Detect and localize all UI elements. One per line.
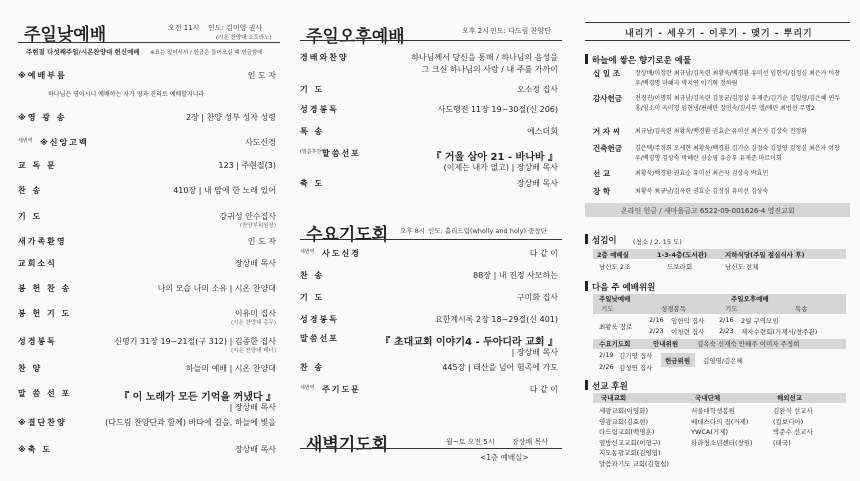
mission-item: 박준수 선교사 bbox=[773, 428, 813, 436]
order-label: 말씀선포 bbox=[300, 334, 339, 343]
order-value: 사도행전 11장 19~30절(신 206) bbox=[437, 105, 558, 114]
wednesday-leader: 인도: 홀리드림(wholly and holy) 중창단 bbox=[428, 227, 547, 235]
order-value: 강귀성 안수집사 bbox=[219, 212, 276, 221]
order-value: 그 크신 하나님의 사랑 / 내 주를 가까이 bbox=[421, 65, 558, 74]
motto: 내리기 - 세우기 - 이루기 - 맺기 - 뿌리기 bbox=[625, 29, 813, 39]
order-label: 주기도문 bbox=[322, 385, 361, 394]
wednesday-title: 수요기도회 bbox=[306, 225, 389, 245]
dawn-time: 월~토 오전 5시 bbox=[446, 438, 495, 446]
order-value: 인 도 자 bbox=[247, 71, 276, 80]
afternoon-service bbox=[300, 0, 562, 481]
section-bar bbox=[585, 234, 588, 244]
next-subhead: 기도 bbox=[601, 305, 614, 313]
next-head-bg bbox=[593, 294, 846, 314]
title-rule bbox=[300, 40, 562, 41]
offering-label: 감사헌금 bbox=[593, 94, 622, 103]
mission-head: 국내교회 bbox=[601, 394, 627, 402]
mission-item: (킬보디아) bbox=[773, 417, 804, 426]
order-label: ※예배부름 bbox=[18, 71, 67, 80]
serve-cell: 드보라회 bbox=[667, 263, 693, 271]
wed-head: 안내위원 bbox=[653, 340, 679, 348]
morning-note2: ※표는 일어서서 / 헌금은 들어오실 때 헌금함에 bbox=[150, 50, 263, 56]
dawn-location: <1층 예배실> bbox=[480, 453, 529, 462]
next-cell: 2/16 bbox=[649, 316, 664, 324]
offering-guide: 김영명/김은혜 bbox=[703, 357, 743, 365]
order-label: 교회소식 bbox=[18, 259, 57, 268]
order-sub: (시온 찬양대 테너) bbox=[231, 348, 276, 354]
morning-leader-sub: (시온 찬양대 소프라노) bbox=[216, 35, 272, 41]
offering-names: 김은택/주정희 오세현 최황욱/백경환 김기순 김정숙 김일영 김정심 최은자 이창우/백경명 김상숙 박혜란 심승영 유승우 유재준 마르이회 bbox=[635, 145, 840, 162]
next-title: 다음 주 예배위원 bbox=[592, 283, 656, 293]
order-value: (다드림 찬양단과 함께) 바다에 길을, 하늘에 빛을 bbox=[105, 418, 276, 427]
order-label: 교 독 문 bbox=[18, 161, 57, 170]
order-value: 하늘의 예배 | 시온 찬양대 bbox=[185, 364, 276, 373]
sermon-title: 『 거울 삼아 21 - 바나바 』 bbox=[431, 152, 558, 163]
wednesday-time: 오후 8시 bbox=[400, 227, 426, 235]
order-value: 인 도 자 bbox=[247, 237, 276, 246]
sermon-preacher: | 장상배 목사 bbox=[511, 348, 558, 357]
mission-item: 서울대학생봉원 bbox=[691, 407, 735, 415]
order-label: 찬 송 bbox=[300, 363, 325, 372]
mission-item: 다드림교회(백명훈) bbox=[599, 428, 655, 436]
serve-cell: 남신도 2조 bbox=[599, 263, 631, 271]
mission-item: 지도동광교회(김영엽) bbox=[599, 449, 661, 457]
mission-item: 세광교회(이영화) bbox=[599, 407, 649, 415]
order-label: 말씀선포 bbox=[322, 149, 361, 158]
next-cell: 2/23 bbox=[649, 327, 664, 335]
order-value: 사도신경 bbox=[245, 138, 276, 147]
order-value: 하나님께서 당신을 통해 / 하나님의 음성을 bbox=[411, 53, 558, 62]
offering-guide-label: 헌금위원 bbox=[665, 357, 691, 365]
order-label: 기 도 bbox=[18, 212, 43, 221]
next-subhead: 기도 bbox=[725, 305, 738, 313]
sermon-preacher: (이제는 내가 없고) | 장상배 목사 bbox=[443, 163, 558, 172]
order-prefix: 새번역 bbox=[300, 249, 315, 255]
mission-title: 선교 후원 bbox=[592, 382, 628, 392]
next-cell: 2/23 bbox=[719, 327, 734, 335]
section-bar bbox=[585, 281, 588, 291]
wed-cell: 2/19 bbox=[599, 351, 614, 359]
order-label: ※축 도 bbox=[18, 445, 53, 454]
order-sub: (찬양부위원장) bbox=[239, 223, 276, 229]
mission-item: 김완식 선교사 bbox=[773, 407, 813, 415]
order-value: 다 같 이 bbox=[529, 385, 558, 394]
order-value: 410장 | 내 맘에 한 노래 있어 bbox=[173, 186, 276, 195]
order-value: 구미화 집사 bbox=[516, 293, 558, 302]
serve-head: 2층 예배실 bbox=[597, 251, 629, 259]
next-cell: 2/16 bbox=[719, 316, 734, 324]
order-label: 새가족환영 bbox=[18, 237, 67, 246]
wed-guides: 김옥숙 신재숙 안해주 이미자 주정희 bbox=[697, 340, 800, 348]
order-label: 특 송 bbox=[300, 127, 325, 136]
church-news bbox=[585, 0, 850, 481]
order-label: 찬 양 bbox=[18, 364, 43, 373]
order-value: 445장 | 태산을 넘어 험곡에 가도 bbox=[442, 363, 558, 372]
mission-item: 열방선교교회(이형구) bbox=[599, 438, 661, 447]
next-head: 주일오후예배 bbox=[731, 295, 769, 303]
order-value: 에스더회 bbox=[527, 127, 558, 136]
order-value: 나의 모습 나의 소유 | 시온 찬양대 bbox=[157, 284, 276, 293]
order-label: 사도신경 bbox=[322, 249, 361, 258]
dawn-leader: 장상배 목사 bbox=[512, 438, 549, 446]
offering-label: 선 교 bbox=[593, 169, 611, 178]
order-value: 하나님은 영이시니 예배하는 자가 영과 진리로 예배할지니라 bbox=[48, 91, 205, 98]
next-head: 주일낮예배 bbox=[599, 295, 631, 303]
offering-names: 전경진/이명희 최규남/김옥련 김동균/김정심 유재준/김기순 김일영/김은혜 연두홍/임소이 옥미경 임현냉/편해란 장민숙/김사무 엘/에린 최범선 무명2 bbox=[635, 95, 841, 112]
order-label: 찬 송 bbox=[18, 186, 43, 195]
order-label: 성경봉독 bbox=[300, 105, 339, 114]
offering-label: 건축헌금 bbox=[593, 144, 622, 153]
offering-names: 최규남/김옥련 최황욱/백경환 권효순 유미선 최은자 김상숙 전정화 bbox=[635, 128, 807, 135]
serve-head: 1-3-4층(도서관) bbox=[657, 251, 708, 259]
offering-names: 최황욱 최규남/김옥련 권효순 김정심 유미선 김상숙 bbox=[635, 188, 769, 195]
mission-item: (태국) bbox=[773, 438, 791, 447]
order-sub: (시온 찬양대 총무) bbox=[231, 320, 276, 326]
offering-label: 장 학 bbox=[593, 187, 611, 196]
next-cell: 이청련 집사 bbox=[671, 328, 705, 336]
order-label: 성경봉독 bbox=[300, 315, 339, 324]
order-label: 경배와찬양 bbox=[300, 53, 349, 62]
order-value: 장상배 목사 bbox=[234, 445, 276, 454]
order-label: 성경봉독 bbox=[18, 337, 57, 346]
order-prefix: (말씀후찬양) bbox=[300, 149, 329, 155]
wed-cell: 김기영 집사 bbox=[619, 352, 653, 360]
order-value: 123 | 주현절(3) bbox=[218, 161, 276, 170]
section-bar bbox=[585, 54, 588, 64]
order-label: 봉 헌 기 도 bbox=[18, 309, 72, 318]
title-rule bbox=[18, 42, 280, 43]
wed-cell: 김성연 집사 bbox=[619, 364, 653, 372]
mission-item: 베데스다의 집(거제) bbox=[691, 417, 749, 426]
order-label: 축 도 bbox=[300, 179, 325, 188]
order-prefix: 새번역 bbox=[300, 385, 315, 391]
motto-rule-top bbox=[585, 22, 850, 23]
order-label: ※영 광 송 bbox=[18, 113, 67, 122]
morning-title: 주일낮예배 bbox=[24, 25, 107, 45]
order-value: 장상배 목사 bbox=[516, 179, 558, 188]
afternoon-leader: 인도: 다드림 찬양단 bbox=[490, 27, 551, 35]
morning-time: 오전 11시 bbox=[168, 24, 200, 32]
morning-leader: 인도: 김미영 권사 bbox=[208, 24, 263, 32]
offering-label: 거 자 씨 bbox=[593, 127, 620, 136]
order-value: 장상배 목사 bbox=[234, 259, 276, 268]
order-value: 88장 | 내 진정 사모하는 bbox=[473, 271, 558, 280]
order-value: 다 같 이 bbox=[529, 249, 558, 258]
mission-head: 해외선교 bbox=[777, 394, 803, 402]
mission-head: 국내단체 bbox=[695, 394, 721, 402]
serve-head-bg bbox=[593, 249, 846, 259]
offering-title: 하늘에 쌓은 향기로운 예물 bbox=[592, 56, 692, 66]
mission-item: YWCA(거제) bbox=[691, 428, 729, 436]
order-value: 2장 | 찬양 성부 성자 성령 bbox=[185, 113, 276, 122]
sermon-preacher: | 장상배 목사 bbox=[229, 403, 276, 412]
morning-note: 주현절 다섯째주일/시온찬양대 헌신예배 bbox=[26, 48, 140, 56]
morning-service bbox=[18, 0, 280, 481]
mission-item: 영광교회(김효현) bbox=[599, 417, 649, 426]
order-value: 오소정 집사 bbox=[516, 85, 558, 94]
next-subhead: 특송 bbox=[795, 305, 808, 313]
order-prefix: 새번역 bbox=[18, 138, 33, 144]
next-cell: 2월 구역모임 bbox=[741, 317, 779, 325]
next-cell: 임헌익 집사 bbox=[671, 317, 705, 325]
wed-cell: 2/26 bbox=[599, 363, 614, 371]
next-cell: 최황욱 장로 bbox=[599, 323, 633, 331]
offering-names: 최황욱/백경환 권효순 유미선 최은자 김상숙 박효민 bbox=[635, 170, 769, 177]
order-label: 기 도 bbox=[300, 85, 325, 94]
afternoon-title: 주일오후예배 bbox=[306, 27, 405, 47]
title-rule bbox=[300, 239, 562, 240]
next-cell: 제자수련회(거제시/창주관) bbox=[741, 328, 818, 336]
order-label: 기 도 bbox=[300, 293, 325, 302]
title-rule bbox=[300, 448, 562, 449]
sermon-title: 『 초대교회 이야기4 - 두아디라 교회 』 bbox=[380, 337, 558, 348]
order-value: 요한계시록 2장 18~29절(신 401) bbox=[434, 315, 558, 324]
order-value: 신명기 31장 19~21절(구 312) | 김종한 집사 bbox=[114, 337, 276, 346]
dawn-title: 새벽기도회 bbox=[306, 435, 389, 455]
sermon-title: 『 이 노래가 모든 기억을 꺼냈다 』 bbox=[119, 392, 276, 403]
mission-item: 말씀과기도 교회(김형섭) bbox=[599, 459, 669, 468]
order-label: 말 씀 선 포 bbox=[18, 389, 72, 398]
motto-rule-bottom bbox=[585, 40, 850, 41]
mission-item: 하라청소년센터(창원) bbox=[691, 438, 753, 447]
order-label: ※신앙고백 bbox=[40, 138, 89, 147]
afternoon-time: 오후 2시 bbox=[462, 27, 489, 35]
serve-sub: (청소 / 2. 15 도) bbox=[633, 238, 682, 246]
next-subhead: 성경봉독 bbox=[661, 305, 687, 313]
order-label: 찬 송 bbox=[300, 271, 325, 280]
serve-title: 섬김이 bbox=[592, 236, 617, 246]
offering-label: 십 일 조 bbox=[593, 69, 620, 78]
order-value: 이유미 집사 bbox=[234, 309, 276, 318]
order-label: ※결단찬양 bbox=[18, 418, 67, 427]
wed-head: 수요기도회 bbox=[599, 340, 631, 348]
serve-head: 지하식당(주일 점심식사 후) bbox=[725, 251, 805, 259]
order-label: 봉 헌 찬 송 bbox=[18, 284, 72, 293]
offering-names: 장상배/이정란 최규남/김옥련 최황욱/백경환 유미선 임헌익/김정심 최은자 이창우/백경명 마혜자 박지연 이기혁 정하림 bbox=[635, 70, 841, 87]
online-giving: 온라인 헌금 / 새마을금고 6522-09-001626-4 영진교회 bbox=[621, 207, 795, 215]
serve-cell: 남신도 전체 bbox=[725, 263, 759, 271]
section-bar bbox=[585, 380, 588, 390]
